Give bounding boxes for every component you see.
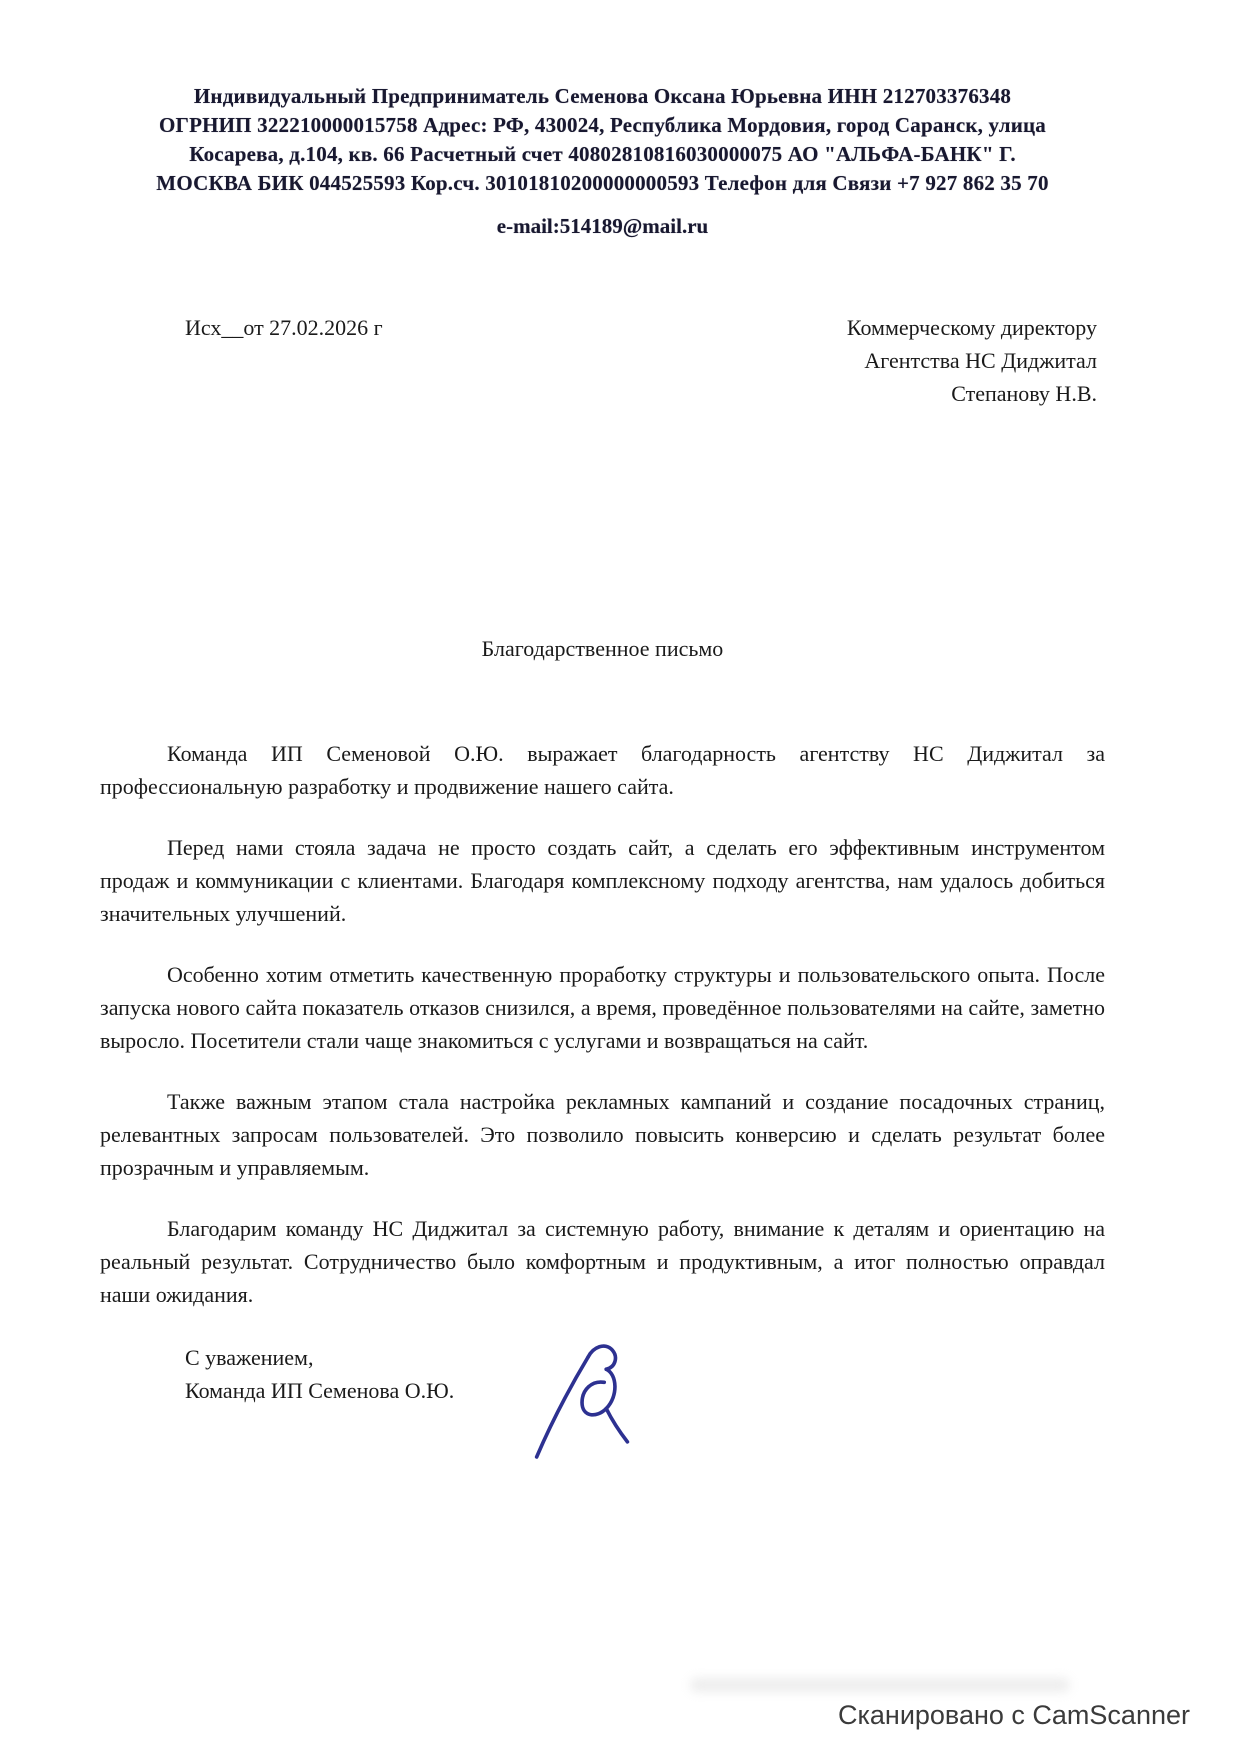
letterhead-line-4: МОСКВА БИК 044525593 Кор.сч. 30101810200000000593 Телефон для Связи +7 927 862 35 70 (156, 171, 1049, 195)
letterhead-line-3: Косарева, д.104, кв. 66 Расчетный счет 40802810816030000075 АО "АЛЬФА-БАНК" Г. (189, 142, 1016, 166)
letter-paragraph-5: Благодарим команду НС Диджитал за системную работу, внимание к деталям и ориентацию на реальный результат. Сотрудничество было комфортным и продуктивным, а итог полностью оправдал наши ожидания. (100, 1216, 1105, 1307)
letterhead-line-2: ОГРНИП 322210000015758 Адрес: РФ, 430024, Республика Мордовия, город Саранск, улица (158, 113, 1047, 137)
recipient-line-1: Коммерческому директору (846, 315, 1097, 340)
letter-title: Благодарственное письмо (481, 636, 724, 661)
letter-paragraph-1: Команда ИП Семеновой О.Ю. выражает благодарность агентству НС Диджитал за профессиональную разработку и продвижение нашего сайта. (100, 741, 1105, 799)
letter-paragraph-3: Особенно хотим отметить качественную проработку структуры и пользовательского опыта. После запуска нового сайта показатель отказов снизился, а время, проведённое пользователями на сайте, заметно выросло. Посетители стали чаще знакомиться с услугами и возвращаться на сайт. (100, 962, 1105, 1053)
outgoing-ref: Исх__от 27.02.2026 г (185, 315, 383, 340)
letter-content (100, 0, 1105, 1407)
recipient-line-3: Степанову Н.В. (951, 381, 1097, 406)
handwritten-signature (528, 1344, 630, 1460)
meta-row (100, 311, 1105, 410)
scan-artifact (690, 1678, 1070, 1692)
letter-paragraph-2: Перед нами стояла задача не просто создать сайт, а сделать его эффективным инструментом продаж и коммуникации с клиентами. Благодаря комплексному подходу агентства, нам удалось добиться значительных улучшений. (100, 835, 1105, 926)
recipient-block (847, 311, 1097, 410)
recipient-line-2: Агентства НС Диджитал (864, 348, 1097, 373)
letterhead-email: e-mail:514189@mail.ru (496, 214, 709, 238)
letter-paragraph-4: Также важным этапом стала настройка рекламных кампаний и создание посадочных страниц, релевантных запросам пользователей. Это позволило повысить конверсию и сделать результат более прозрачным и управляемым. (100, 1089, 1105, 1180)
letterhead-line-1: Индивидуальный Предприниматель Семенова Оксана Юрьевна ИНН 212703376348 (193, 84, 1012, 108)
signoff-block (185, 1341, 1105, 1407)
signoff-line-2: Команда ИП Семенова О.Ю. (185, 1378, 455, 1403)
camscanner-watermark: Сканировано с CamScanner (837, 1700, 1190, 1730)
signoff-line-1: С уважением, (185, 1345, 314, 1370)
letterhead (100, 82, 1105, 198)
